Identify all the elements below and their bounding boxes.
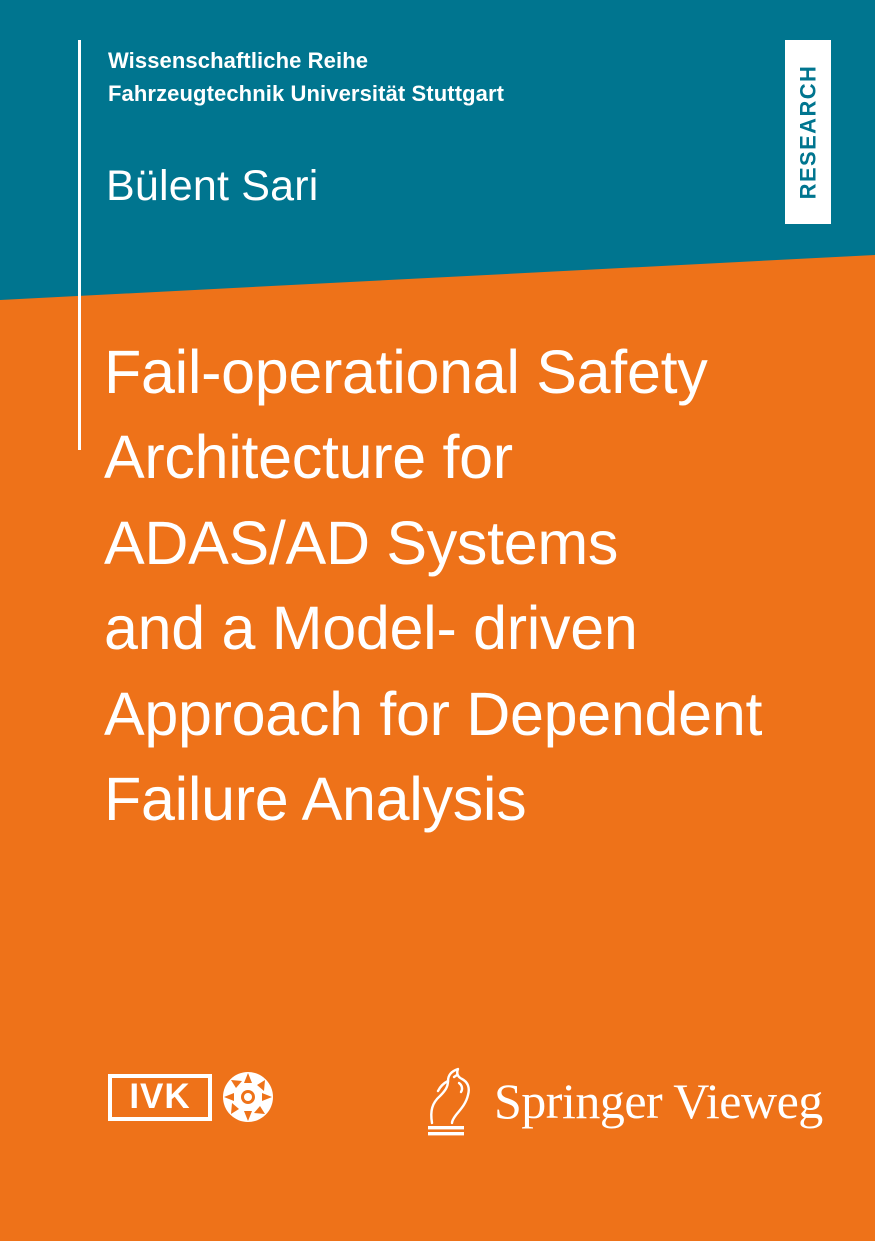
research-badge xyxy=(785,40,831,224)
title-line-1: Fail-operational Safety xyxy=(104,338,708,406)
title-line-2: Architecture for xyxy=(104,423,513,492)
title-line-3: ADAS/AD Systems xyxy=(104,508,619,577)
ivk-abbreviation: IVK xyxy=(108,1074,212,1121)
springer-knight-icon xyxy=(418,1063,480,1139)
research-badge-label: RESEARCH xyxy=(795,64,821,200)
vertical-rule xyxy=(78,40,81,450)
series-line-2: Fahrzeugtechnik Universität Stuttgart xyxy=(108,81,505,106)
book-title xyxy=(104,330,824,842)
title-line-5: Approach for Dependent xyxy=(104,679,763,748)
ivk-logo xyxy=(108,1069,274,1125)
series-title xyxy=(108,44,668,110)
publisher-name: Springer Vieweg xyxy=(494,1073,823,1129)
logo-row xyxy=(0,1069,875,1149)
title-line-6: Failure Analysis xyxy=(104,764,527,833)
springer-vieweg-logo xyxy=(418,1063,823,1139)
author-name: Bülent Sari xyxy=(106,162,319,210)
ivk-wheel-icon xyxy=(222,1071,274,1123)
title-line-4: and a Model- driven xyxy=(104,594,638,663)
series-line-1: Wissenschaftliche Reihe xyxy=(108,48,369,73)
